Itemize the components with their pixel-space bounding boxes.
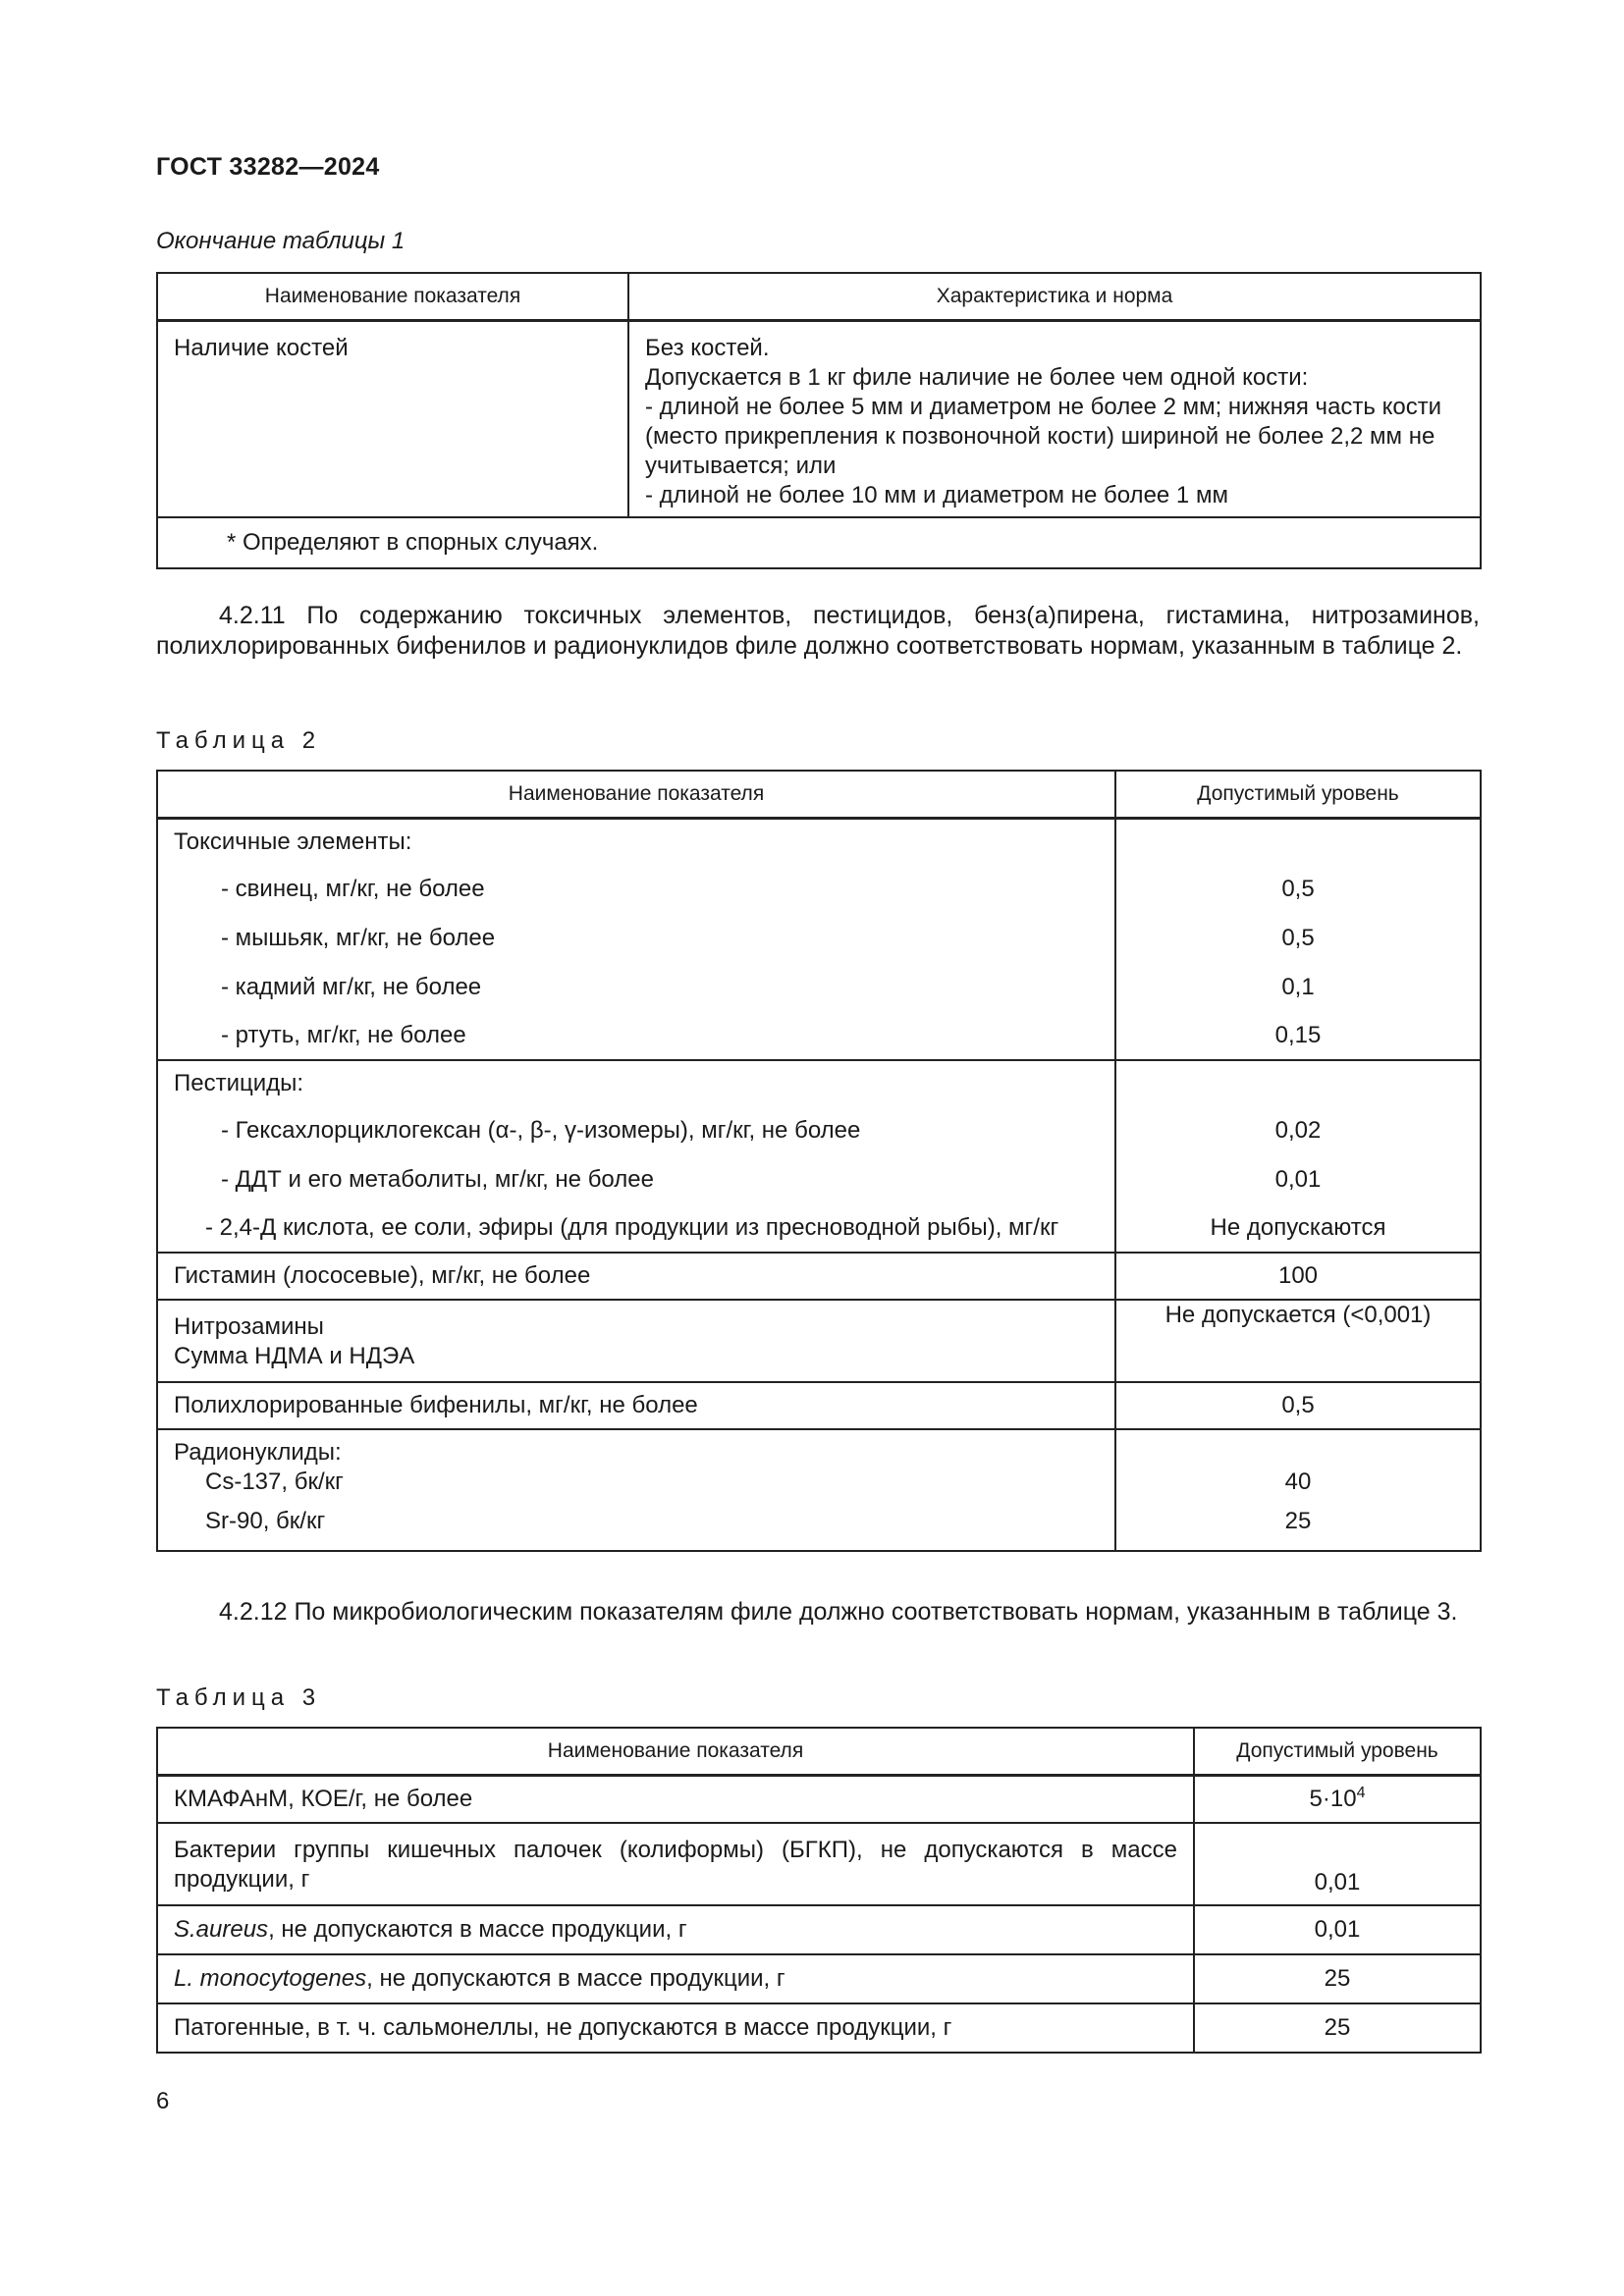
toxic-item-name: - ртуть, мг/кг, не более xyxy=(221,1022,466,1048)
table-row xyxy=(157,819,1481,1061)
toxic-item-value: 0,5 xyxy=(1281,925,1315,951)
norm-line: - длиной не более 5 мм и диаметром не более 2 мм; нижняя часть кости (место прикрепления к позвоночной кости) шириной не более 2,2 мм не учитывается; или xyxy=(645,394,1442,479)
table-row xyxy=(157,1253,1481,1300)
document-code: ГОСТ 33282—2024 xyxy=(156,153,380,181)
pathogens-value: 25 xyxy=(1194,2003,1481,2053)
table-row xyxy=(157,1954,1481,2003)
nitrosamines-value: Не допускается (<0,001) xyxy=(1115,1300,1481,1382)
radionuclide-value: 25 xyxy=(1284,1508,1312,1534)
table3-header-row xyxy=(157,1728,1481,1776)
saureus-name: S.aureus, не допускаются в массе продукции, г xyxy=(157,1905,1194,1954)
nitrosamines-sum: Сумма НДМА и НДЭА xyxy=(174,1343,415,1369)
listeria-value: 25 xyxy=(1194,1954,1481,2003)
pesticide-item-name: - ДДТ и его метаболиты, мг/кг, не более xyxy=(221,1166,654,1193)
pesticide-item-value: 0,01 xyxy=(1274,1166,1322,1193)
table1-header-row xyxy=(157,273,1481,321)
kmafanm-value: $5\cdot 10^4$ xyxy=(1194,1776,1481,1824)
table-row xyxy=(157,2003,1481,2053)
toxic-item-name: - свинец, мг/кг, не более xyxy=(221,876,485,902)
table-row xyxy=(157,1060,1481,1253)
table2 xyxy=(156,770,1482,1552)
table2-col-level: Допустимый уровень xyxy=(1115,771,1481,819)
table1-footnote: * Определяют в спорных случаях. xyxy=(227,529,599,556)
table-row xyxy=(157,1300,1481,1382)
listeria-name: L. monocytogenes, не допускаются в массе продукции, г xyxy=(157,1954,1194,2003)
bgkp-value: 0,01 xyxy=(1194,1823,1481,1905)
table-row xyxy=(157,1382,1481,1429)
pathogens-name: Патогенные, в т. ч. сальмонеллы, не допускаются в массе продукции, г xyxy=(157,2003,1194,2053)
toxic-item-value: 0,5 xyxy=(1281,876,1315,902)
table-row xyxy=(157,1905,1481,1954)
table2-caption: Таблица 2 xyxy=(156,727,322,754)
nitrosamines-name: Нитрозамины xyxy=(174,1313,324,1340)
table1 xyxy=(156,272,1482,569)
group-title-radionuclides: Радионуклиды: xyxy=(174,1439,342,1466)
pcb-value: 0,5 xyxy=(1115,1382,1481,1429)
pesticide-item-name: - Гексахлорциклогексан (α-, β-, γ-изомеры), мг/кг, не более xyxy=(221,1117,861,1144)
page-number: 6 xyxy=(156,2088,170,2114)
toxic-item-name: - кадмий мг/кг, не более xyxy=(221,974,482,1000)
table1-row-name: Наличие костей xyxy=(157,321,628,518)
histamine-name: Гистамин (лососевые), мг/кг, не более xyxy=(157,1253,1115,1300)
table3-col-name: Наименование показателя xyxy=(157,1728,1194,1776)
bgkp-name: Бактерии группы кишечных палочек (колиформы) (БГКП), не допускаются в массе продукции, г xyxy=(174,1837,1177,1893)
group-title-pesticides: Пестициды: xyxy=(174,1070,304,1096)
norm-line: Допускается в 1 кг филе наличие не более чем одной кости: xyxy=(645,364,1309,391)
table3-caption: Таблица 3 xyxy=(156,1684,322,1711)
pesticide-item-value: 0,02 xyxy=(1274,1117,1322,1144)
saureus-value: 0,01 xyxy=(1194,1905,1481,1954)
table-row xyxy=(157,321,1481,518)
table1-footnote-row xyxy=(157,517,1481,568)
norm-line: - длиной не более 10 мм и диаметром не более 1 мм xyxy=(645,482,1228,508)
toxic-item-name: - мышьяк, мг/кг, не более xyxy=(221,925,496,951)
table1-row-norm xyxy=(628,321,1481,518)
table2-header-row xyxy=(157,771,1481,819)
pesticide-item-name: - 2,4-Д кислота, ее соли, эфиры (для продукции из пресноводной рыбы), мг/кг xyxy=(205,1214,1059,1241)
table-row xyxy=(157,1823,1481,1905)
group-title-toxic: Токсичные элементы: xyxy=(174,828,412,855)
table3-col-level: Допустимый уровень xyxy=(1194,1728,1481,1776)
kmafanm-name: КМАФАнМ, КОЕ/г, не более xyxy=(157,1776,1194,1824)
pesticide-item-value: Не допускаются xyxy=(1210,1214,1386,1241)
table3 xyxy=(156,1727,1482,2054)
table-row xyxy=(157,1429,1481,1551)
norm-line: Без костей. xyxy=(645,335,770,361)
radionuclide-value: 40 xyxy=(1284,1468,1312,1495)
table1-col-norm: Характеристика и норма xyxy=(628,273,1481,321)
histamine-value: 100 xyxy=(1115,1253,1481,1300)
table1-col-name: Наименование показателя xyxy=(157,273,628,321)
paragraph-4-2-11: 4.2.11 По содержанию токсичных элементов, пестицидов, бенз(а)пирена, гистамина, нитрозаминов, полихлорированных бифенилов и радионуклидов филе должно соответствовать нормам, указанным в таблице 2. xyxy=(156,602,1480,660)
table2-col-name: Наименование показателя xyxy=(157,771,1115,819)
toxic-item-value: 0,1 xyxy=(1281,974,1315,1000)
pcb-name: Полихлорированные бифенилы, мг/кг, не более xyxy=(157,1382,1115,1429)
paragraph-4-2-12: 4.2.12 По микробиологическим показателям филе должно соответствовать нормам, указанным в таблице 3. xyxy=(219,1598,1458,1626)
toxic-item-value: 0,15 xyxy=(1274,1022,1322,1048)
radionuclide-name: Cs-137, бк/кг xyxy=(205,1468,344,1495)
table-row xyxy=(157,1776,1481,1824)
table1-caption: Окончание таблицы 1 xyxy=(156,228,406,254)
radionuclide-name: Sr-90, бк/кг xyxy=(205,1508,326,1534)
